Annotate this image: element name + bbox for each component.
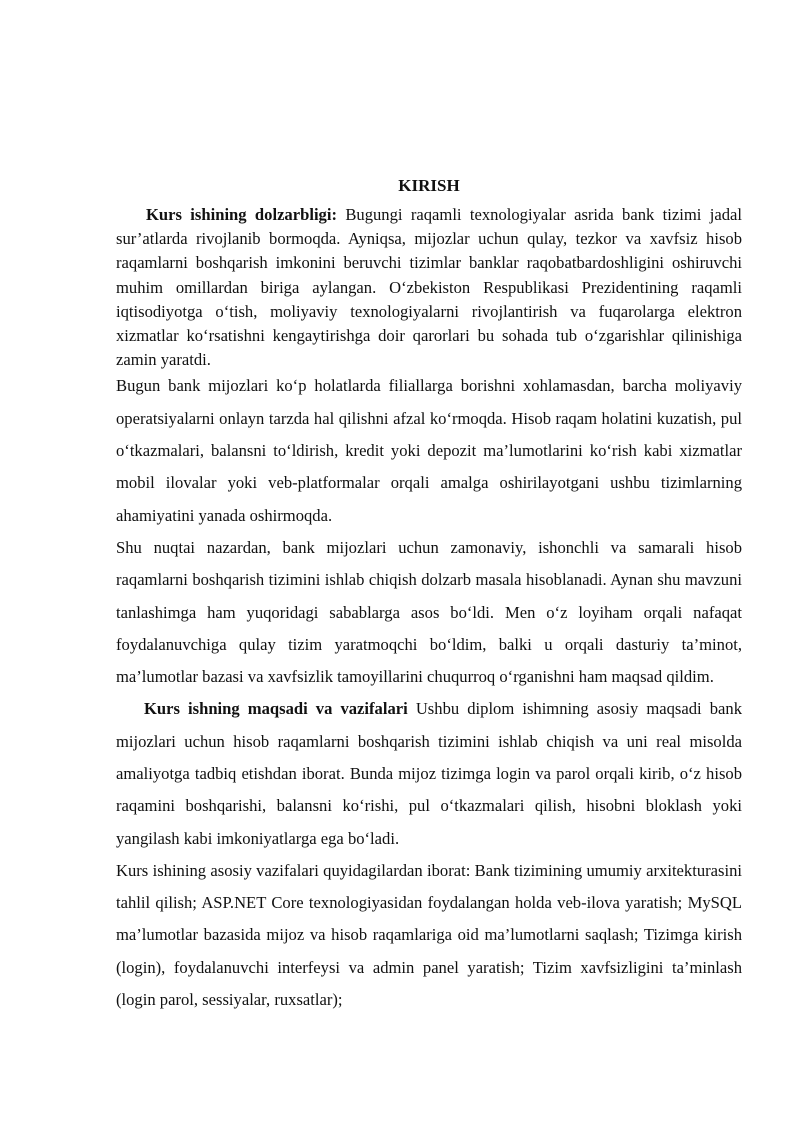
goal-text: Ushbu diplom ishimning asosiy maqsadi bank mijozlari uchun hisob raqamlarni boshqarish tizimini ishlab chiqish va uni real misolda amaliyotga tadbiq etishdan iborat. Bunda mijoz tizimga login va parol orqali kirib, o‘z hisob raqamini boshqarishi, balansni ko‘rishi, pul o‘tkazmalari qilish, hisobni bloklash yoki yangilash kabi imkoniyatlarga ega bo‘ladi.: [116, 699, 742, 848]
topic-choice-paragraph: Shu nuqtai nazardan, bank mijozlari uchun zamonaviy, ishonchli va samarali hisob raqamlarni boshqarish tizimini ishlab chiqish dolzarb masala hisoblanadi. Aynan shu mavzuni tanlashimga ham yuqoridagi sabablarga asos bo‘ldi. Men o‘z loyiham orqali nafaqat foydalanuvchiga qulay tizim yaratmoqchi bo‘ldim, balki u orqali dasturiy ta’minot, ma’lumotlar bazasi va xavfsizlik tamoyillarini chuqurroq o‘rganishni ham maqsad qildim.: [116, 537, 742, 687]
relevance-text: Bugungi raqamli texnologiyalar asrida bank tizimi jadal sur’atlarda rivojlanib bormoqda. Ayniqsa, mijozlar uchun qulay, tezkor va xavfsiz hisob raqamlarni boshqarish imkonini beruvchi tizimlar banklar raqobatbardoshligini oshiruvchi muhim omillardan biriga aylangan. O‘zbekiston Respublikasi Prezidentining raqamli iqtisodiyotga o‘tish, moliyaviy texnologiyalarni rivojlantirish va fuqarolarga elektron xizmatlar ko‘rsatishni kengaytirishga doir qarorlari bu sohada tub o‘zgarishlar qilinishiga zamin yaratdi.: [116, 205, 742, 370]
goal-heading: Kurs ishning maqsadi va vazifalari: [144, 699, 408, 719]
document-page: [116, 174, 742, 1016]
online-banking-paragraph: Bugun bank mijozlari ko‘p holatlarda filiallarga borishni xohlamasdan, barcha moliyaviy operatsiyalarni onlayn tarzda hal qilishni afzal ko‘rmoqda. Hisob raqam holatini kuzatish, pul o‘tkazmalari, balansni to‘ldirish, kredit yoki depozit ma’lumotlarini ko‘rish kabi xizmatlar mobil ilovalar yoki veb-platformalar orqali amalga oshirilayotgani ushbu tizimlarning ahamiyatini yanada oshirmoqda.: [116, 376, 742, 525]
tasks-paragraph: Kurs ishining asosiy vazifalari quyidagilardan iborat: Bank tizimining umumiy arxitekturasini tahlil qilish; ASP.NET Core texnologiyasidan foydalangan holda veb-ilova yaratish; MySQL ma’lumotlar bazasida mijoz va hisob raqamlariga oid ma’lumotlarni saqlash; Tizimga kirish (login), foydalanuvchi interfeysi va admin panel yaratish; Tizim xavfsizligini ta’minlash (login parol, sessiyalar, ruxsatlar);: [116, 860, 742, 1010]
relevance-paragraph: [116, 203, 742, 372]
relevance-heading: Kurs ishining dolzarbligi:: [146, 205, 337, 224]
goal-paragraph: [116, 693, 742, 854]
document-title: KIRISH: [398, 176, 460, 195]
